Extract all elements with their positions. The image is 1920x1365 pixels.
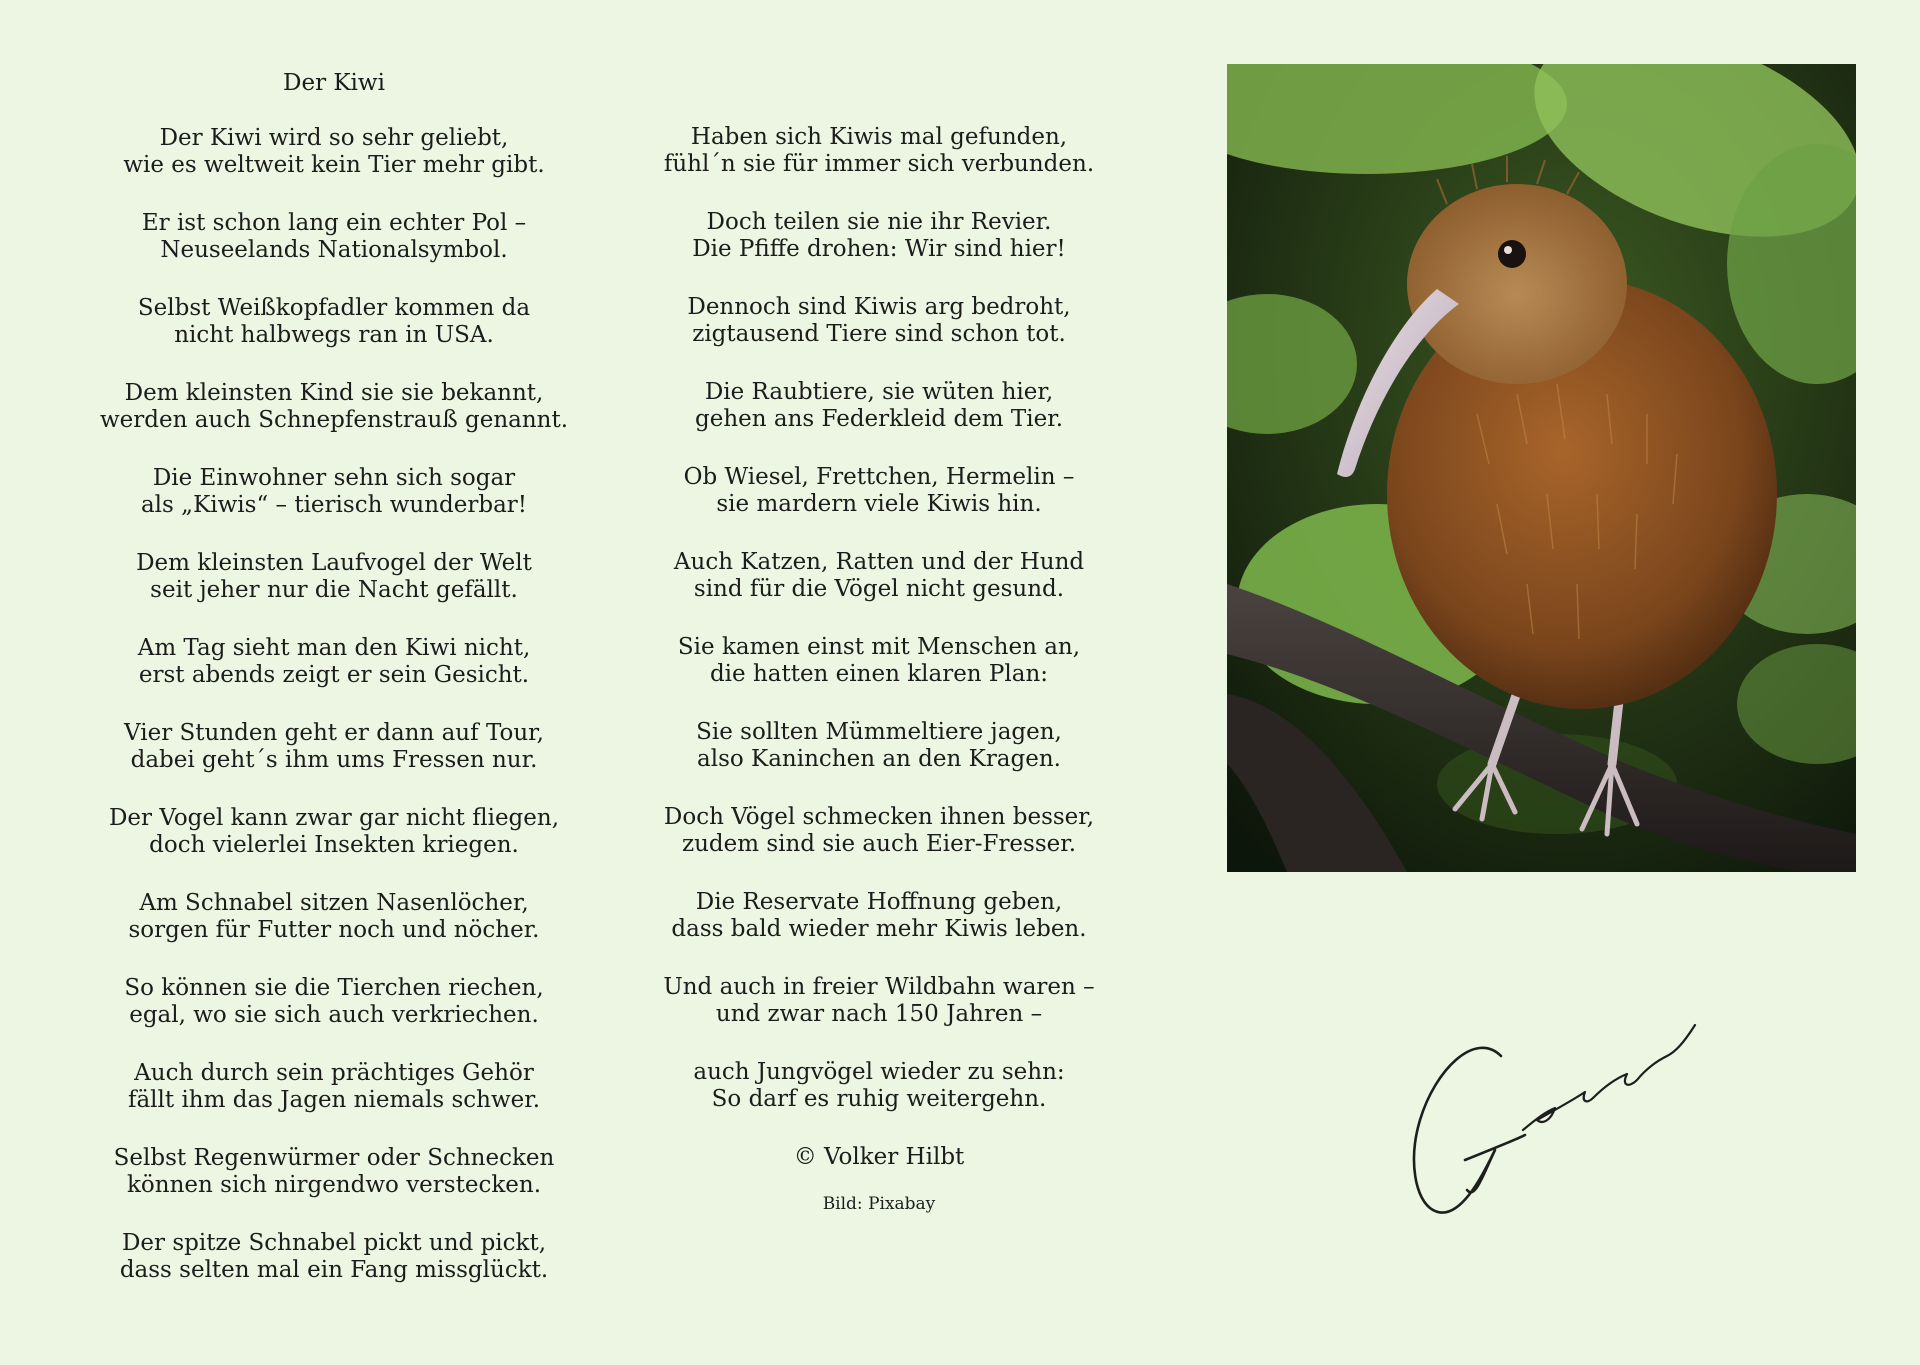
- poem-column-left: [80, 68, 588, 1315]
- stanza: Die Einwohner sehn sich sogar als „Kiwis“ – tierisch wunderbar!: [140, 465, 528, 518]
- stanza: Doch Vögel schmecken ihnen besser, zudem sind sie auch Eier-Fresser.: [663, 804, 1095, 857]
- stanza: Er ist schon lang ein echter Pol – Neuseelands Nationalsymbol.: [141, 210, 527, 263]
- poem-title: Der Kiwi: [283, 70, 385, 96]
- stanza: Auch Katzen, Ratten und der Hund sind für die Vögel nicht gesund.: [673, 549, 1085, 602]
- stanza: Selbst Weißkopfadler kommen da nicht halbwegs ran in USA.: [137, 295, 531, 348]
- stanza: auch Jungvögel wieder zu sehn: So darf es ruhig weitergehn.: [693, 1059, 1065, 1112]
- stanza: Am Tag sieht man den Kiwi nicht, erst abends zeigt er sein Gesicht.: [137, 635, 531, 688]
- stanza: Selbst Regenwürmer oder Schnecken können sich nirgendwo verstecken.: [113, 1145, 555, 1198]
- image-credit: Bild: Pixabay: [822, 1194, 936, 1214]
- stanza: Auch durch sein prächtiges Gehör fällt ihm das Jagen niemals schwer.: [127, 1060, 541, 1113]
- stanza: Doch teilen sie nie ihr Revier. Die Pfiffe drohen: Wir sind hier!: [692, 209, 1066, 262]
- stanza: Sie kamen einst mit Menschen an, die hatten einen klaren Plan:: [677, 634, 1081, 687]
- stanza: Vier Stunden geht er dann auf Tour, dabei geht´s ihm ums Fressen nur.: [124, 720, 544, 773]
- stanza: Und auch in freier Wildbahn waren – und zwar nach 150 Jahren –: [663, 974, 1095, 1027]
- stanza: So können sie die Tierchen riechen, egal, wo sie sich auch verkriechen.: [124, 975, 544, 1028]
- stanza: Sie sollten Mümmeltiere jagen, also Kaninchen an den Kragen.: [696, 719, 1062, 772]
- stanza: Der Vogel kann zwar gar nicht fliegen, doch vielerlei Insekten kriegen.: [108, 805, 560, 858]
- stanza: Dem kleinsten Kind sie sie bekannt, werden auch Schnepfenstrauß genannt.: [99, 380, 569, 433]
- stanza: Der Kiwi wird so sehr geliebt, wie es weltweit kein Tier mehr gibt.: [123, 125, 545, 178]
- stanza: Am Schnabel sitzen Nasenlöcher, sorgen für Futter noch und nöcher.: [128, 890, 540, 943]
- stanza: Ob Wiesel, Frettchen, Hermelin – sie mardern viele Kiwis hin.: [683, 464, 1075, 517]
- stanza: Die Reservate Hoffnung geben, dass bald wieder mehr Kiwis leben.: [671, 889, 1087, 942]
- stanza: Dem kleinsten Laufvogel der Welt seit jeher nur die Nacht gefällt.: [136, 550, 532, 603]
- copyright: © Volker Hilbt: [793, 1144, 965, 1170]
- stanza: Der spitze Schnabel pickt und pickt, dass selten mal ein Fang missglückt.: [119, 1230, 549, 1283]
- poem-column-right: [626, 124, 1132, 1215]
- stanza: Haben sich Kiwis mal gefunden, fühl´n sie für immer sich verbunden.: [663, 124, 1095, 177]
- stanza: Dennoch sind Kiwis arg bedroht, zigtausend Tiere sind schon tot.: [687, 294, 1071, 347]
- stanza: Die Raubtiere, sie wüten hier, gehen ans Federkleid dem Tier.: [695, 379, 1063, 432]
- kiwi-photo: [1227, 64, 1856, 872]
- signature-gedichtezauber: [1405, 1000, 1705, 1220]
